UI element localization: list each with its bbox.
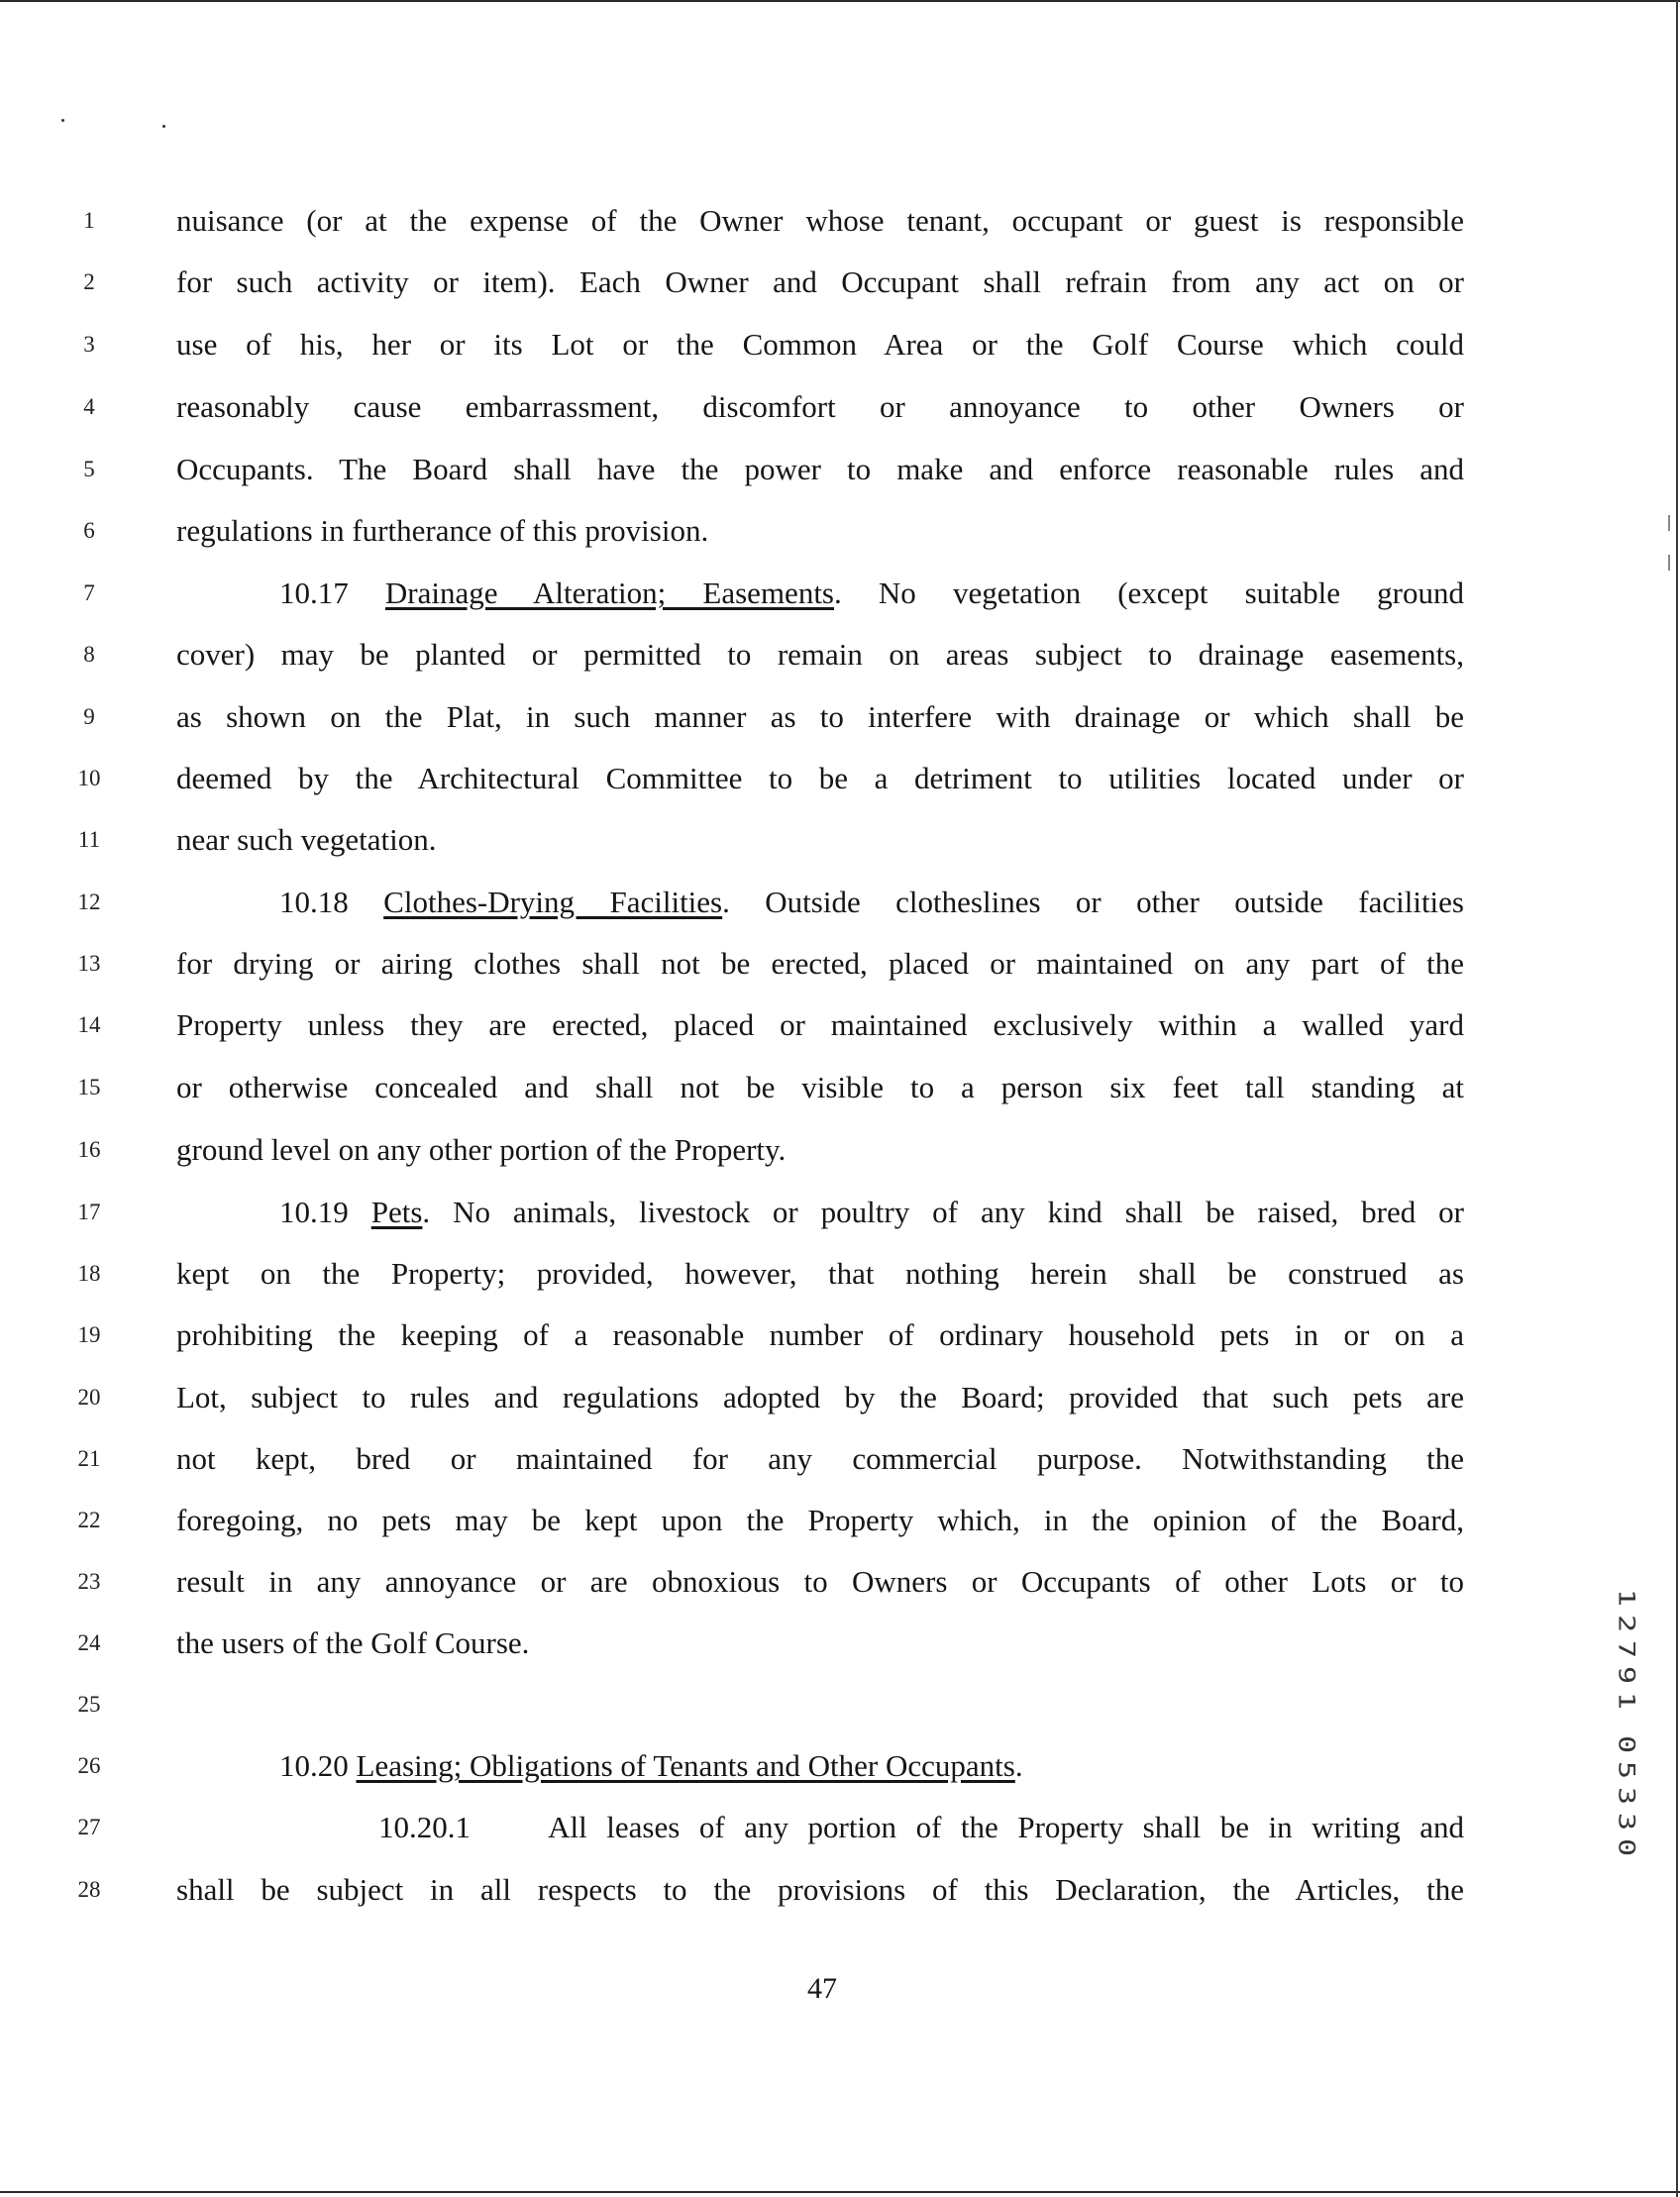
line-number: 18 — [77, 1261, 101, 1286]
line-number: 5 — [83, 457, 95, 481]
line-number: 20 — [77, 1385, 101, 1410]
section-10-17-line — [279, 574, 1464, 613]
line-number: 15 — [77, 1075, 101, 1099]
scan-top-edge — [0, 0, 1680, 2]
scan-speck — [162, 125, 165, 128]
scan-margin-mark — [1668, 515, 1670, 531]
section-text: . No animals, livestock or poultry of any kind shall be raised, bred or — [422, 1195, 1465, 1229]
text-line: shall be subject in all respects to the provisions of this Declaration, the Articles, the — [176, 1872, 1464, 1907]
subsection-10-20-1-line — [378, 1808, 1464, 1847]
stamp-digit: 0 — [1613, 1837, 1639, 1857]
section-text: . Outside clotheslines or other outside facilities — [722, 885, 1464, 919]
line-number: 24 — [77, 1630, 101, 1655]
text-line: ground level on any other portion of the Property. — [176, 1132, 787, 1167]
stamp-digit: 9 — [1613, 1665, 1639, 1685]
text-line: result in any annoyance or are obnoxious to Owners or Occupants of other Lots or to — [176, 1564, 1464, 1599]
text-line: nuisance (or at the expense of the Owner whose tenant, occupant or guest is responsible — [176, 203, 1464, 238]
stamp-digit: 1 — [1613, 1691, 1639, 1711]
text-line: Occupants. The Board shall have the power to make and enforce reasonable rules and — [176, 452, 1464, 486]
text-line: Property unless they are erected, placed or maintained exclusively within a walled yard — [176, 1007, 1464, 1042]
line-number: 27 — [77, 1815, 101, 1839]
recording-number-stamp — [1603, 1585, 1648, 1860]
text-line: reasonably cause embarrassment, discomfort or annoyance to other Owners or — [176, 389, 1464, 424]
text-line: not kept, bred or maintained for any commercial purpose. Notwithstanding the — [176, 1441, 1464, 1476]
text-line: deemed by the Architectural Committee to be a detriment to utilities located under or — [176, 761, 1464, 795]
line-number: 6 — [83, 518, 95, 543]
stamp-digit: 3 — [1613, 1812, 1639, 1831]
text-line: for such activity or item). Each Owner and Occupant shall refrain from any act on or — [176, 264, 1464, 299]
text-line: near such vegetation. — [176, 822, 437, 857]
line-number: 16 — [77, 1137, 101, 1162]
section-number: 10.17 — [279, 575, 349, 610]
stamp-digit: 1 — [1613, 1588, 1639, 1608]
text-line: cover) may be planted or permitted to remain on areas subject to drainage easements, — [176, 637, 1464, 672]
page-number: 47 — [807, 1972, 837, 2005]
text-line: for drying or airing clothes shall not be erected, placed or maintained on any part of the — [176, 946, 1464, 981]
section-heading: Drainage Alteration; Easements — [384, 575, 834, 610]
section-heading: Clothes-Drying Facilities — [383, 885, 723, 919]
scan-right-edge — [1676, 0, 1678, 2197]
line-number: 7 — [83, 580, 95, 605]
line-number: 2 — [83, 269, 95, 294]
section-heading: Pets — [370, 1195, 423, 1229]
text-line: use of his, her or its Lot or the Common Area or the Golf Course which could — [176, 327, 1464, 362]
stamp-digit: 2 — [1613, 1614, 1639, 1633]
text-line: or otherwise concealed and shall not be visible to a person six feet tall standing at — [176, 1070, 1464, 1104]
line-number: 22 — [77, 1508, 101, 1532]
line-number: 19 — [77, 1322, 101, 1347]
text-line: prohibiting the keeping of a reasonable number of ordinary household pets in or on a — [176, 1317, 1464, 1352]
section-number: 10.19 — [279, 1195, 349, 1229]
line-number: 10 — [77, 766, 101, 790]
section-10-19-line — [279, 1193, 1464, 1232]
line-number: 26 — [77, 1753, 101, 1778]
text-line: regulations in furtherance of this provision. — [176, 513, 709, 548]
scan-bottom-edge — [0, 2191, 1680, 2193]
text-line: as shown on the Plat, in such manner as to interfere with drainage or which shall be — [176, 699, 1464, 734]
text-line: Lot, subject to rules and regulations adopted by the Board; provided that such pets are — [176, 1380, 1464, 1414]
stamp-digit: 7 — [1613, 1639, 1639, 1659]
section-text: . — [1014, 1748, 1023, 1783]
line-number: 28 — [77, 1877, 101, 1902]
scan-margin-mark — [1668, 555, 1670, 571]
line-number: 8 — [83, 642, 95, 667]
subsection-number: 10.20.1 — [378, 1810, 471, 1844]
line-number: 3 — [83, 332, 95, 357]
line-number: 25 — [77, 1692, 101, 1717]
line-number: 11 — [77, 827, 101, 852]
text-line: kept on the Property; provided, however, that nothing herein shall be construed as — [176, 1256, 1464, 1291]
line-number: 4 — [83, 394, 95, 419]
text-line: foregoing, no pets may be kept upon the Property which, in the opinion of the Board, — [176, 1503, 1464, 1537]
scan-speck — [61, 119, 64, 122]
line-number: 14 — [77, 1012, 101, 1037]
section-number: 10.18 — [279, 885, 349, 919]
section-text: . No vegetation (except suitable ground — [834, 575, 1465, 610]
stamp-digit: 0 — [1613, 1734, 1639, 1754]
stamp-digit: 3 — [1613, 1786, 1639, 1806]
line-number: 12 — [77, 889, 101, 914]
stamp-digit: 5 — [1613, 1760, 1639, 1780]
section-text: All leases of any portion of the Property shall be in writing and — [548, 1810, 1464, 1844]
line-number: 23 — [77, 1569, 101, 1594]
section-10-20-line — [279, 1746, 1023, 1786]
section-heading: Leasing; Obligations of Tenants and Other Occupants — [356, 1748, 1015, 1783]
section-10-18-line — [279, 883, 1464, 922]
text-line: the users of the Golf Course. — [176, 1625, 530, 1660]
line-number: 13 — [77, 951, 101, 976]
line-number: 9 — [83, 704, 95, 729]
line-number: 21 — [77, 1446, 101, 1471]
line-number: 1 — [83, 208, 95, 233]
line-number: 17 — [77, 1200, 101, 1224]
section-number: 10.20 — [279, 1748, 349, 1783]
